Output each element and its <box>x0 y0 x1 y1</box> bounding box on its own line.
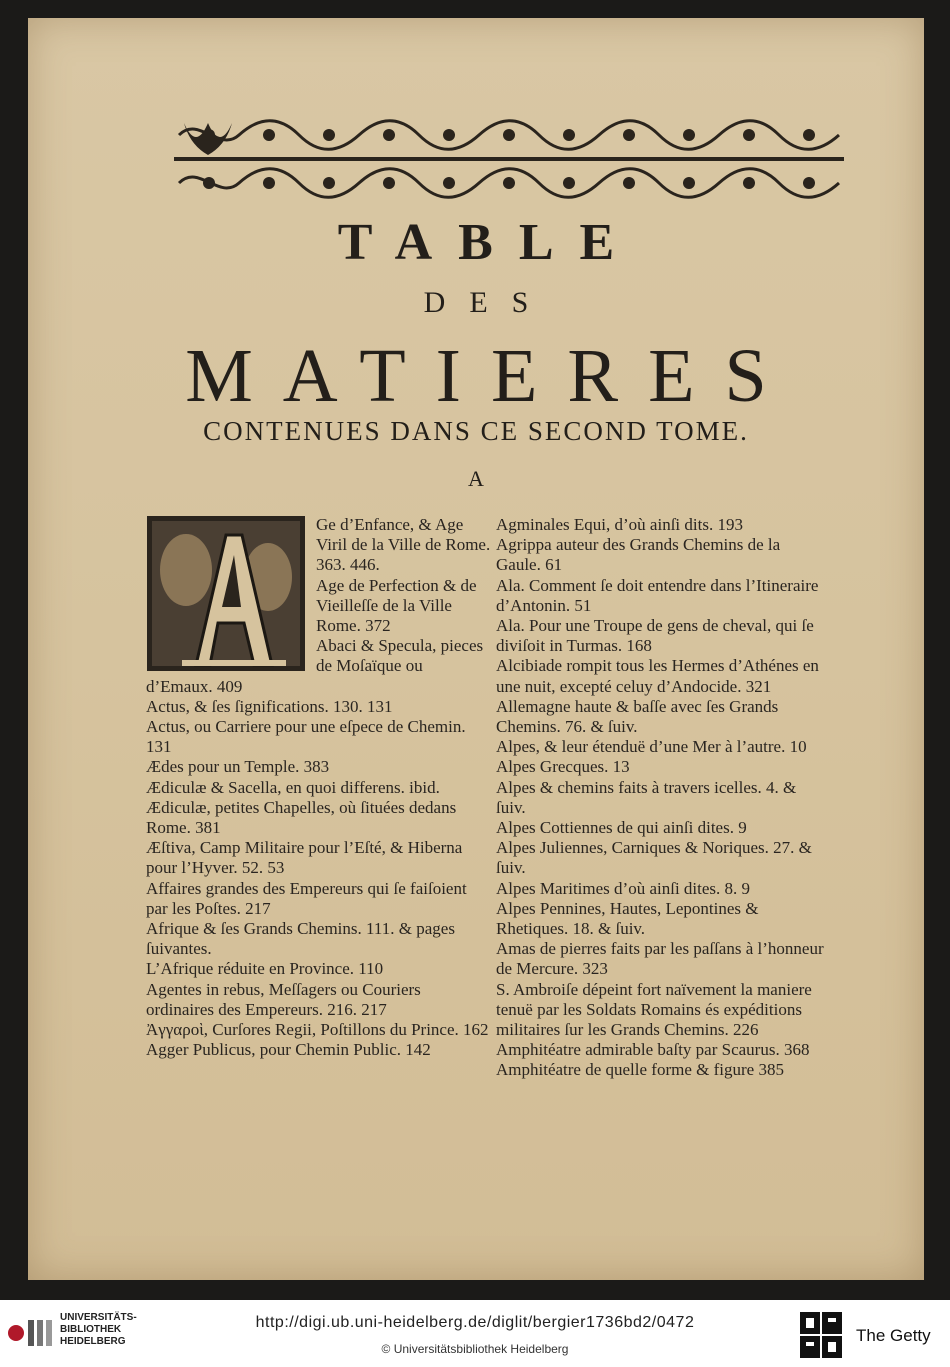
entry-actus-1: Actus, & ſes ſignifications. 130. 131 <box>146 696 393 716</box>
digital-copy-url[interactable]: http://digi.ub.uni-heidelberg.de/diglit/bergier1736bd2/0472 <box>255 1314 695 1331</box>
entry-age-perfection: Age de Perfection & de Vieilleſſe de la Ville Rome. 372 <box>316 575 477 636</box>
entry-aediculae-2: Ædiculæ, petites Chapelles, où ſituées dedans Rome. 381 <box>146 797 457 838</box>
entry-amphiteatre-2: Amphitéatre de quelle forme & figure 385 <box>496 1060 784 1080</box>
entry-afrique-province: L’Afrique réduite en Province. 110 <box>146 959 384 979</box>
entry-aediculae-1: Ædiculæ & Sacella, en quoi differens. ibid. <box>146 777 440 797</box>
getty-logo-icon <box>798 1310 844 1360</box>
entry-allemagne: Allemagne haute & baſſe avec ſes Grands Chemins. 76. & ſuiv. <box>496 696 779 737</box>
entry-abaci: Abaci & Specula, pieces de Moſaïque ou d’Emaux. 409 <box>146 636 484 696</box>
entry-ala-1: Ala. Comment ſe doit entendre dans l’Itineraire d’Antonin. 51 <box>496 575 819 615</box>
entry-affaires: Affaires grandes des Empereurs qui ſe faiſoient par les Poſtes. 217 <box>146 878 467 918</box>
entry-afrique: Afrique & ſes Grands Chemins. 111. & pages ſuivantes. <box>146 919 455 959</box>
entry-amphiteatre-1: Amphitéatre admirable baſty par Scaurus. 368 <box>496 1040 810 1060</box>
decorative-headpiece <box>174 113 844 205</box>
footer-bar <box>0 1300 950 1367</box>
entry-agentes: Agentes in rebus, Meſſagers ou Couriers ordinaires des Empereurs. 216. 217 <box>146 979 421 1019</box>
entry-aestiva: Æſtiva, Camp Militaire pour l’Eſté, & Hiberna pour l’Hyver. 52. 53 <box>146 838 463 878</box>
library-name-line2: BIBLIOTHEK <box>60 1324 122 1335</box>
title-table: TABLE <box>337 214 641 271</box>
entry-aedes: Ædes pour un Temple. 383 <box>146 757 330 777</box>
index-column-left <box>146 515 492 1060</box>
entry-alpes-grecques: Alpes Grecques. 13 <box>496 757 630 777</box>
title-matieres: MATIERES <box>185 334 797 418</box>
entry-alpes-cottiennes: Alpes Cottiennes de qui ainſi dites. 9 <box>496 818 747 838</box>
subtitle: CONTENUES DANS CE SECOND TOME. <box>203 416 749 446</box>
entry-agminales: Agminales Equi, d’où ainſi dits. 193 <box>496 515 743 534</box>
title-des: DES <box>423 286 553 319</box>
entry-ambroise: S. Ambroiſe dépeint fort naïvement la maniere tenuë par les Soldats Romains és expéditions militaires ſur les Grands Chemins. 226 <box>496 979 812 1040</box>
copyright-notice: © Universitätsbibliothek Heidelberg <box>381 1342 569 1356</box>
library-name-line1: UNIVERSITÄTS- <box>60 1312 137 1323</box>
entry-alpes-pennines: Alpes Pennines, Hautes, Lepontines & Rhetiques. 18. & ſuiv. <box>496 898 759 939</box>
entry-alpes-maritimes: Alpes Maritimes d’où ainſi dites. 8. 9 <box>496 878 751 898</box>
entry-amas: Amas de pierres faits par les paſſans à l’honneur de Mercure. 323 <box>496 939 824 979</box>
section-letter: A <box>468 466 484 491</box>
entry-alpes-chemins: Alpes & chemins faits à travers icelles. 4. & ſuiv. <box>496 777 797 817</box>
entry-ala-2: Ala. Pour une Troupe de gens de cheval, qui ſe diviſoit in Turmas. 168 <box>496 616 814 656</box>
index-column-right <box>496 515 828 1081</box>
decorated-initial-a-icon <box>146 515 306 672</box>
entry-alpes-1: Alpes, & leur étenduë d’une Mer à l’autre. 10 <box>496 737 807 757</box>
getty-name: The Getty <box>856 1326 931 1345</box>
entry-actus-2: Actus, ou Carriere pour une eſpece de Chemin. 131 <box>146 717 466 757</box>
entry-alpes-juliennes: Alpes Juliennes, Carniques & Noriques. 27. & ſuiv. <box>496 838 812 878</box>
entry-angaroi: Ἀγγαροὶ, Curſores Regii, Poſtillons du Prince. 162 <box>146 1020 489 1040</box>
entry-alcibiade: Alcibiade rompit tous les Hermes d’Athénes en une nuit, excepté celuy d’Andocide. 321 <box>496 656 819 696</box>
entry-agrippa: Agrippa auteur des Grands Chemins de la Gaule. 61 <box>496 535 781 575</box>
library-name-line3: HEIDELBERG <box>60 1336 126 1347</box>
entry-age-enfance: Ge d’Enfance, & Age Viril de la Ville de Rome. 363. 446. <box>316 515 491 575</box>
entry-agger: Agger Publicus, pour Chemin Public. 142 <box>146 1040 431 1060</box>
book-page <box>28 18 924 1280</box>
